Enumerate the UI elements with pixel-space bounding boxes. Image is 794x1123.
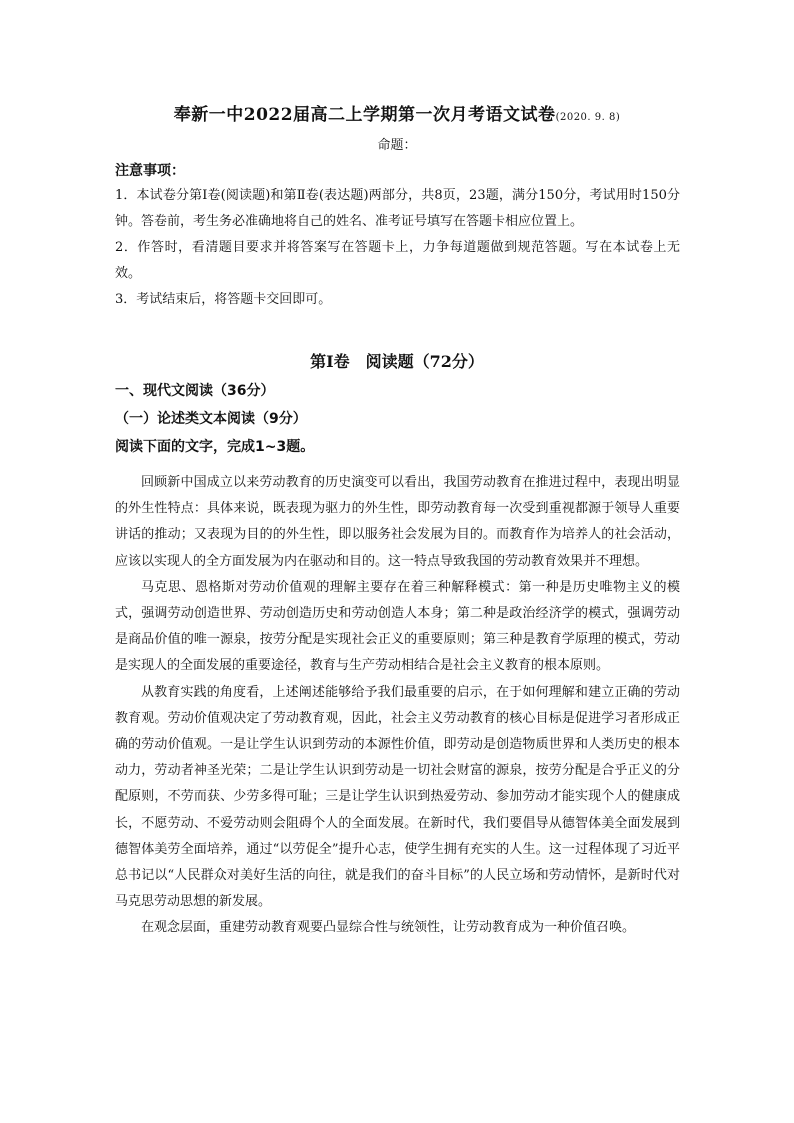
question-setter: 命题： (377, 138, 417, 153)
passage-paragraph: 在观念层面，重建劳动教育观要凸显综合性与统领性，让劳动教育成为一种价值召唤。 (141, 920, 636, 936)
section-heading: 一、现代文阅读（36分） (115, 383, 275, 399)
passage-paragraph: 马克思、恩格斯对劳动价值观的理解主要存在着三种解释模式：第一种是历史唯物主义的模式，强调劳动创造世界、劳动创造历史和劳动创造人本身；第二种是政治经济学的模式，强调劳动是商品价值的唯一源泉，按劳分配是实现社会正义的重要原则；第三种是教育学原理的模式，劳动是实现人的全面发展的重要途径，教育与生产劳动相结合是社会主义教育的根本原则。 (115, 579, 680, 674)
note-item: 2．作答时，看清题目要求并将答案写在答题卡上，力争每道题做到规范答题。写在本试卷上无效。 (115, 240, 680, 281)
exam-date: (2020. 9. 8) (555, 112, 621, 123)
passage-paragraph: 从教育实践的角度看，上述阐述能够给予我们最重要的启示，在于如何理解和建立正确的劳动教育观。劳动价值观决定了劳动教育观，因此，社会主义劳动教育的核心目标是促进学习者形成正确的劳动价值观。一是让学生认识到劳动的本源性价值，即劳动是创造物质世界和人类历史的根本动力，劳动者神圣光荣；二是让学生认识到劳动是一切社会财富的源泉，按劳分配是合乎正义的分配原则，不劳而获、少劳多得可耻；三是让学生认识到热爱劳动、参加劳动才能实现个人的健康成长，不愿劳动、不爱劳动则会阻碍个人的全面发展。在新时代，我们要倡导从德智体美全面发展到德智体美劳全面培养，通过“以劳促全”提升心志，使学生拥有充实的人生。这一过程体现了习近平总书记以“人民群众对美好生活的向往，就是我们的奋斗目标”的人民立场和劳动情怀，是新时代对马克思劳动思想的新发展。 (115, 684, 680, 910)
part-heading: 第Ⅰ卷 阅读题（72分） (310, 352, 484, 371)
notes-heading: 注意事项： (115, 163, 185, 179)
note-item: 3．考试结束后，将答题卡交回即可。 (115, 292, 332, 307)
passage-paragraph: 回顾新中国成立以来劳动教育的历史演变可以看出，我国劳动教育在推进过程中，表现出明显的外生性特点：具体来说，既表现为驱力的外生性，即劳动教育每一次受到重视都源于领导人重要讲话的推动；又表现为目的的外生性，即以服务社会发展为目的。而教育作为培养人的社会活动，应该以实现人的全方面发展为内在驱动和目的。这一特点导致我国的劳动教育效果并不理想。 (115, 475, 680, 569)
reading-passage (115, 470, 680, 942)
reading-instruction: 阅读下面的文字，完成1~3题。 (115, 439, 315, 455)
subsection-heading: （一）论述类文本阅读（9分） (115, 411, 307, 427)
notes-list (115, 183, 680, 313)
exam-title (0, 100, 794, 125)
exam-title-text: 奉新一中2022届高二上学期第一次月考语文试卷 (173, 105, 556, 125)
note-item: 1．本试卷分第Ⅰ卷(阅读题)和第Ⅱ卷(表达题)两部分，共8页，23题，满分150分，考试用时150分钟。答卷前，考生务必准确地将自己的姓名、准考证号填写在答题卡相应位置上。 (115, 188, 681, 229)
